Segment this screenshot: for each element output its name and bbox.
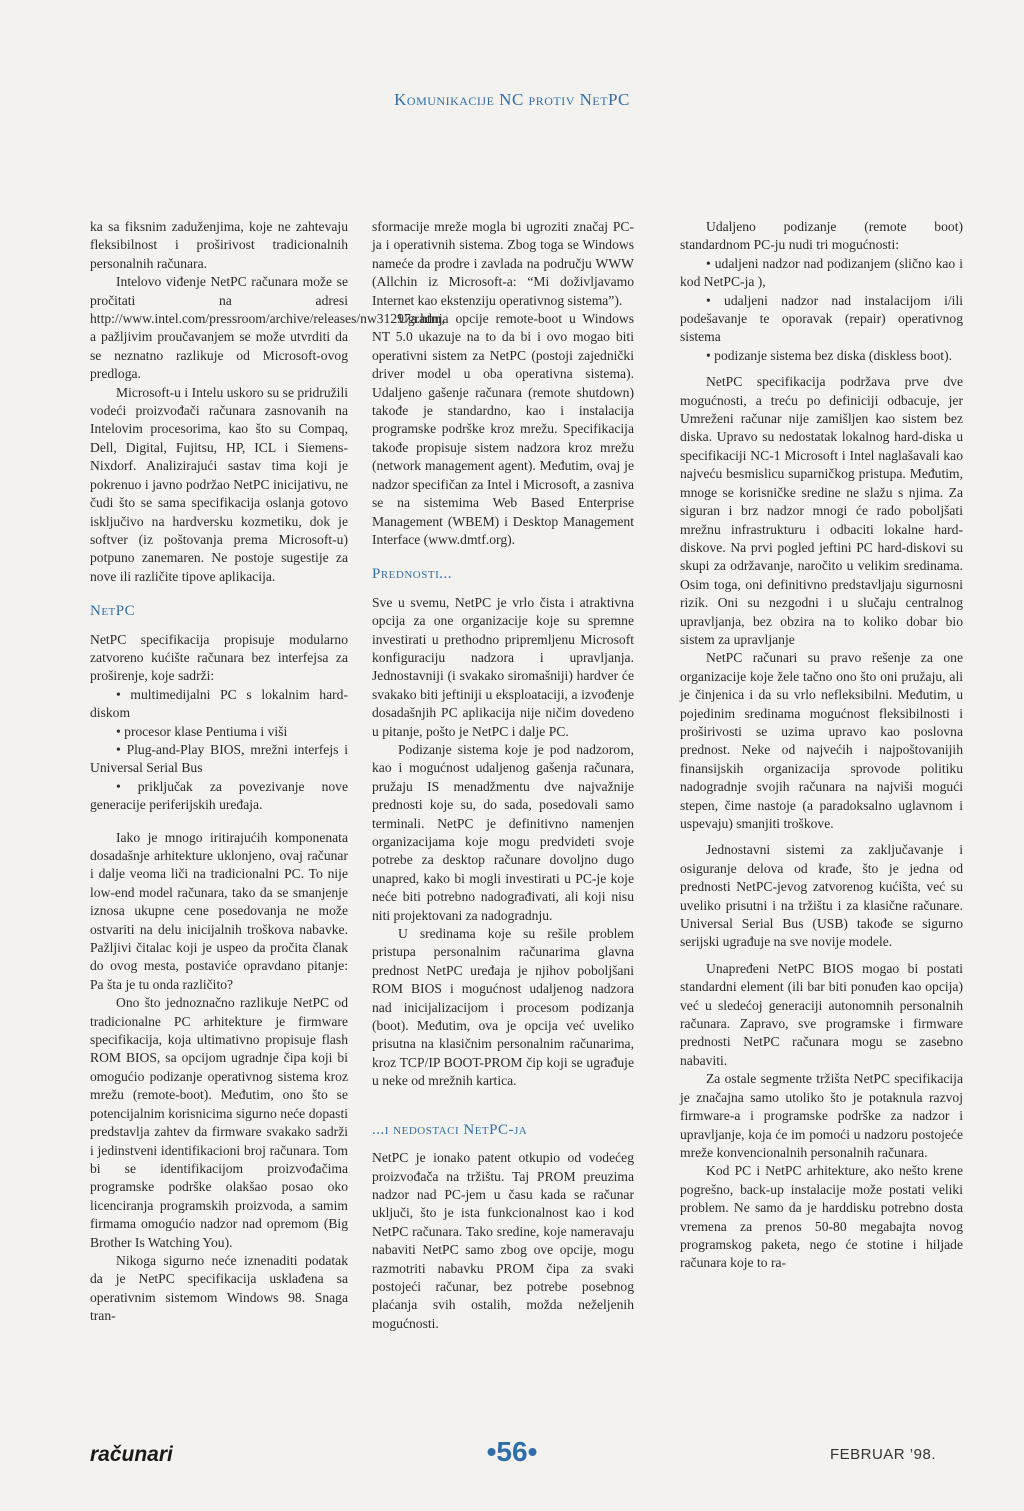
section-heading-nedostaci: ...i nedostaci NetPC-ja [372, 1121, 528, 1138]
paragraph: Za ostale segmente tržišta NetPC specifikacija je značajna samo utoliko što je potaknula razvoj firmware-a i programske podrške za nadzor i upravljanje, koja će im pomoći u nadzoru postojeće mreže konvencionalnih personalnih računara. [680, 1071, 963, 1160]
magazine-logo: računari [90, 1443, 173, 1466]
page-number: •56• [486, 1436, 538, 1467]
paragraph: NetPC računari su pravo rešenje za one organizacije koje žele tačno ono što oni pružaju, ali je činjenica i da su vrlo nefleksibilni. Međutim, u pojedinim sredinama mogućnost fleksibilnosti i proširivosti se uzima upravo kao poslovna prednost. Neke od najvećih i najpoštovanijih finansijskih organizacija sprovode politiku nadogradnje svojih računara na najviši mogući stepen, čime nastoje (a paradoksalno uglavnom i uspevaju) smanjiti troškove. [680, 650, 963, 831]
paragraph: U sredinama koje su rešile problem pristupa personalnim računarima glavna prednost NetPC uređaja je njihov poboljšani ROM BIOS i mogućnost udaljenog nadzora nad inicijalizacijom i procesom podizanja (boot). Međutim, ova je opcija već uveliko prisutna na klasičnim personalnim računarima, kroz TCP/IP BOOT-PROM čip koji se ugrađuje u neke od mrežnih kartica. [372, 926, 634, 1089]
bullet-item: • multimedijalni PC s lokalnim hard-diskom [90, 686, 348, 721]
paragraph: NetPC specifikacija podržava prve dve mogućnosti, a treću po definiciji odbacuje, jer Umreženi računar nije zamišljen kao sistem bez diska. Upravo su nedostatak lokalnog hard-diska u specifikaciji NC-1 Microsoft i Intel naglašavali kao najveću besmislicu suparničkog pristupa. Međutim, mnoge se korisničke sredine ne slažu s njima. Za siguran i brz nadzor mnogi će rado poboljšati mrežnu infrastrukturu i odbaciti lokalne hard-diskove. Na prvi pogled jeftini PC hard-diskovi su skupi za održavanje, naročito u velikim sredinama. Osim toga, oni definitivno predstavljaju sigurnosni rizik. Oni su nezgodni i u slučaju centralnog upravljanja, bez obzira na to koliko dobar bio sistem za upravljanje [680, 374, 963, 647]
bullet-item: • procesor klase Pentiuma i viši [116, 723, 288, 739]
column-2 [372, 218, 634, 1333]
paragraph: Intelovo viđenje NetPC računara može se pročitati na adresi http://www.intel.com/pressroom/archive/releases/nw31297a.htm, a pažljivim proučavanjem se može utvrditi da se neznatno razlikuje od Microsoft-ovog predloga. [90, 274, 445, 382]
bullet-item: • udaljeni nadzor nad podizanjem (slično kao i kod NetPC-ja ), [680, 255, 963, 290]
bullet-item: • priključak za povezivanje nove generacije periferijskih uređaja. [90, 778, 348, 813]
paragraph: Sve u svemu, NetPC je vrlo čista i atraktivna opcija za one organizacije koje su spremne investirati u prethodno pripremljenu Microsoft konfiguraciju nadzora i upravljanja. Jednostavniji (i svakako siromašniji) hardver će svakako biti jeftiniji u eksploataciji, a izvođenje dosadašnjih PC aplikacija nije ničim dovedeno u pitanje, pošto je NetPC i dalje PC. [372, 594, 634, 739]
paragraph: NetPC je ionako patent otkupio od vodećeg proizvođača na tržištu. Taj PROM preuzima nadzor nad PC-jem u času kada se računar uključi, što je ista funkcionalnost kao i kod NetPC računara. Tako sredine, koje nameravaju nabaviti NetPC samo zbog ove opcije, mogu razmotriti nabavku PROM čipa za svaki postojeći računar, bez potrebe posebnog plaćanja svih ostalih, možda neželjenih mogućnosti. [372, 1150, 634, 1331]
section-heading-prednosti: Prednosti... [372, 566, 452, 583]
paragraph: Microsoft-u i Intelu uskoro su se pridružili vodeći proizvođači računara zasnovanih na Intelovim procesorima, kao što su Compaq, Dell, Digital, Fujitsu, HP, ICL i Siemens-Nixdorf. Analizirajući sastav tima koji je pokrenuo i javno podržao NetPC inicijativu, ne čudi što se sama specifikacija oslanja gotovo isključivo na hardversku kozmetiku, dok je softver (iz poštovanja prema Microsoft-u) potpuno zanemaren. Ne postoje sugestije za nove ili različite tipove aplikacija. [90, 384, 348, 584]
bullet-item: • udaljeni nadzor nad instalacijom i/ili podešavanje te oporavak (repair) operativnog sistema [680, 292, 963, 345]
paragraph: Unapređeni NetPC BIOS mogao bi postati standardni element (ili bar biti ponuđen kao opcija) već u sledećoj generaciji autonomnih personalnih računara. Zapravo, sve programske i firmware prednosti NetPC računara mogu se zasebno nabaviti. [680, 960, 963, 1068]
issue-date: FEBRUAR ’98. [829, 1446, 936, 1463]
paragraph: Kod PC i NetPC arhitekture, ako nešto krene pogrešno, back-up instalacije može postati veliki problem. Ne samo da je harddisku potrebno dosta vremena za prenos 50-80 megabajta novog programskog paketa, nego će stotine i hiljade računara koje to ra- [680, 1163, 963, 1271]
paragraph: Udaljeno podizanje (remote boot) standardnom PC-ju nudi tri mogućnosti: [680, 219, 963, 253]
paragraph: NetPC specifikacija propisuje modularno zatvoreno kućište računara bez interfejsa za proširenje, koje sadrži: [90, 631, 348, 684]
page-header: Komunikacije NC protiv NetPC [394, 90, 630, 109]
paragraph: Jednostavni sistemi za zaključavanje i osiguranje delova od krađe, što je jedna od prednosti NetPC-jevog zatvorenog kućišta, već su uveliko prisutni i na tržištu i za klasične računare. Universal Serial Bus (USB) takođe se sigurno serijski ugrađuje na sve novije modele. [680, 842, 963, 950]
paragraph: Iako je mnogo iritirajućih komponenata dosadašnje arhitekture uklonjeno, ovaj računar i dalje veoma liči na tradicionalni PC. To nije low-end model računara, tako da se smanjenje iznosa ukupne cene posedovanja ne može ostvariti na delu inicijalnih troškova nabavke. Pažljivi čitalac koji je uspeo da pročita članak do ovog mesta, postaviće opravdano pitanje: Pa šta je tu onda različito? [90, 829, 348, 992]
bullet-item: • Plug-and-Play BIOS, mrežni interfejs i Universal Serial Bus [90, 741, 348, 776]
paragraph: Ugradnja opcije remote-boot u Windows NT 5.0 ukazuje na to da bi i ovo mogao biti operativni sistem za NetPC (postoji zajednički driver model u oba operativna sistema). Udaljeno gašenje računara (remote shutdown) takođe je standardno, kao i instalacija programske podrške kroz mrežu. Specifikacija takođe propisuje sistem nadzora kroz mrežu (network management agent). Međutim, ovaj je nadzor specifičan za Intel i Microsoft, a zasniva se na sistemima Web Based Enterprise Management (WBEM) i Desktop Management Interface (www.dmtf.org). [372, 311, 634, 547]
column-3 [680, 218, 963, 1273]
paragraph: ka sa fiksnim zaduženjima, koje ne zahtevaju fleksibilnost i proširivost tradicionalnih personalnih računara. [90, 219, 348, 271]
paragraph: Podizanje sistema koje je pod nadzorom, kao i mogućnost udaljenog gašenja računara, pružaju IS menadžmentu dve najvažnije prednosti koje su, do sada, posedovali samo terminali. NetPC je definitivno namenjen organizacijama koje mogu predvideti svoje potrebe za desktop računare dovoljno dugo unapred, kako bi mogli investirati u PC-je koje neće biti potrebno nadograđivati, ali koji nisu niti projektovani za nadogradnju. [372, 741, 634, 923]
paragraph: Ono što jednoznačno razlikuje NetPC od tradicionalne PC arhitekture je firmware specifikacija, koja ultimativno propisuje flash ROM BIOS, sa opcijom ugradnje čipa koji bi omogućio podizanje operativnog sistema kroz mrežu (remote-boot). Međutim, ono što se potencijalnim korisnicima sigurno neće dopasti predstavlja zahtev da firmware svakako sadrži i jedinstveni identifikacioni broj računara. Tom bi se identifikacijom proizvođačima programske podrške olakšao posao oko licenciranja programskih proizvoda, a samim firmama omogućio nadzor nad opremom (Big Brother Is Watching You). [90, 995, 348, 1250]
section-heading-netpc: NetPC [90, 603, 136, 620]
paragraph: Nikoga sigurno neće iznenaditi podatak da je NetPC specifikacija usklađena sa operativnim sistemom Windows 98. Snaga tran- [90, 1252, 348, 1324]
bullet-item: • podizanje sistema bez diska (diskless boot). [706, 347, 952, 363]
paragraph: sformacije mreže mogla bi ugroziti značaj PC-ja i operativnih sistema. Zbog toga se Windows nameće da prodre i zavlada na području WWW (Allchin iz Microsoft-a: “Mi doživljavamo Internet kao ekstenziju operativnog sistema”). [372, 219, 634, 308]
